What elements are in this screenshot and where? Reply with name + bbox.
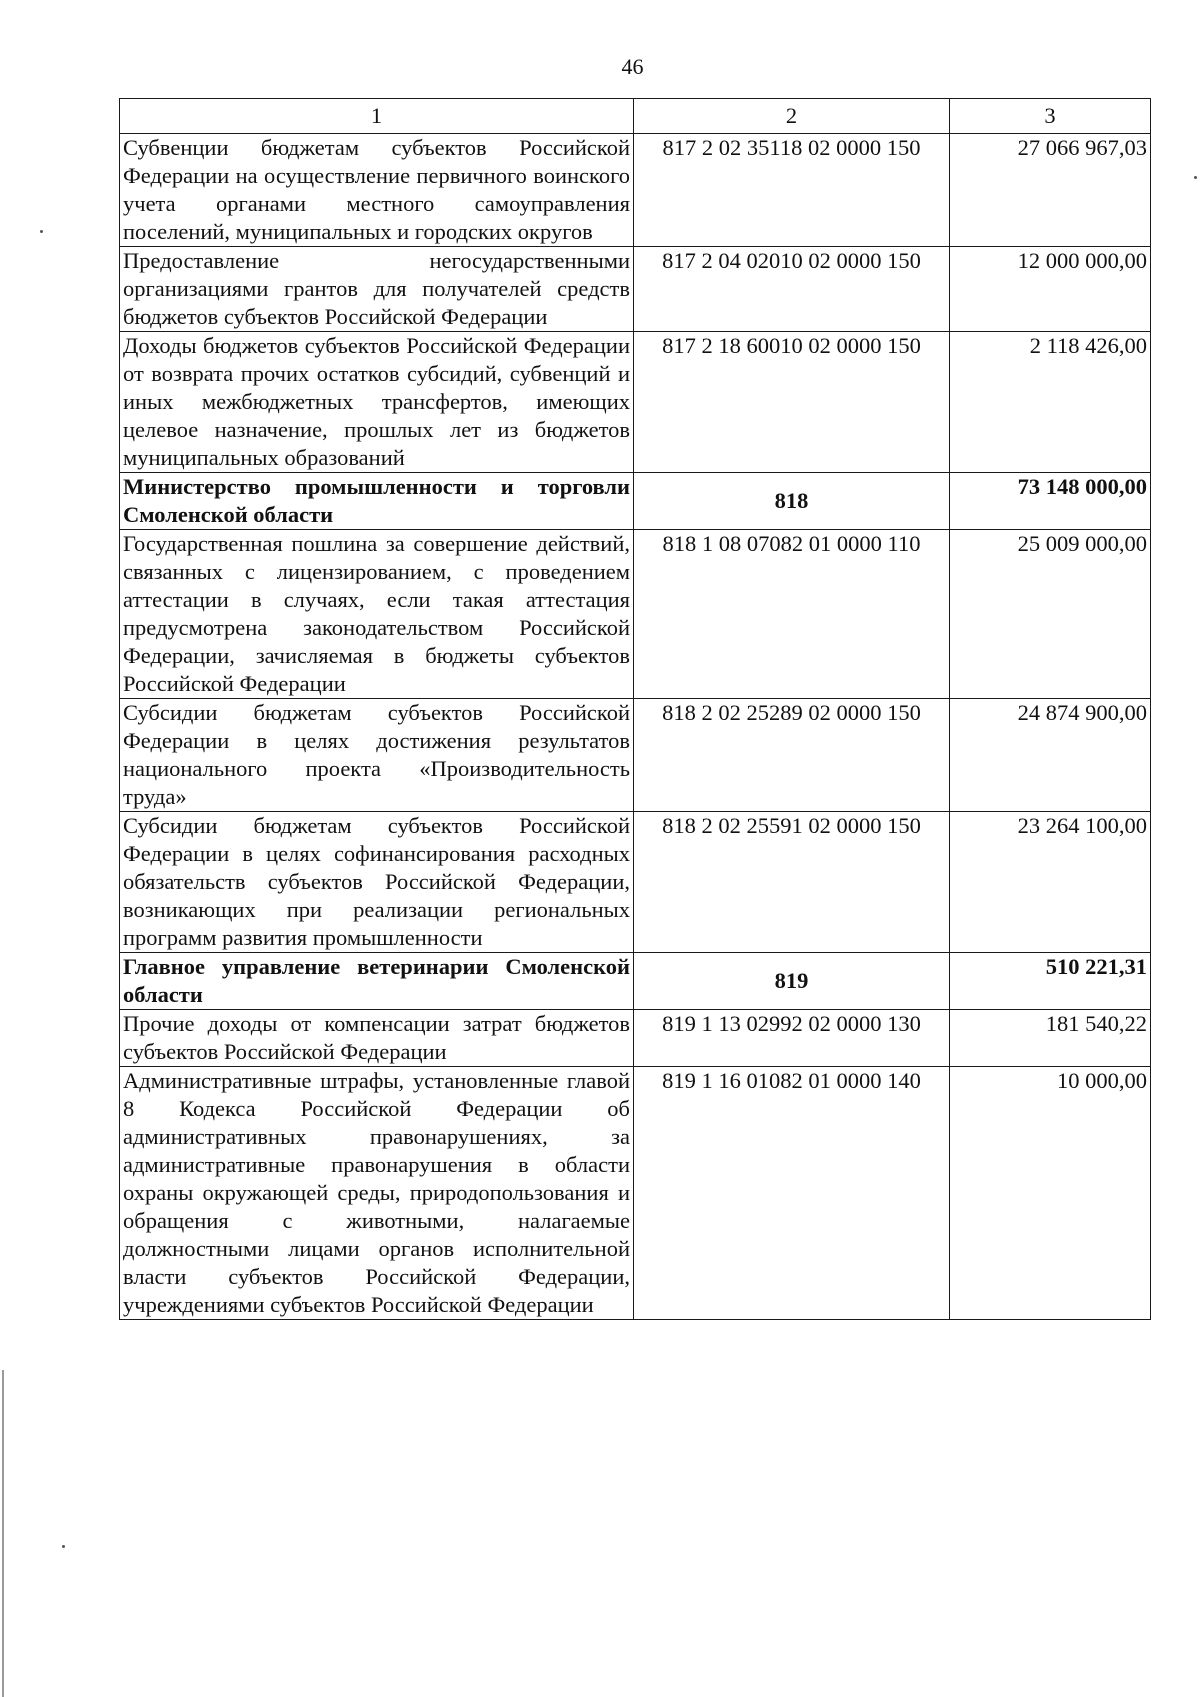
- table-row: [120, 1010, 1151, 1067]
- revenue-code: 818 1 08 07082 01 0000 110: [634, 530, 950, 699]
- revenue-amount: 25 009 000,00: [950, 530, 1151, 699]
- revenue-amount: 181 540,22: [950, 1010, 1151, 1067]
- revenue-amount: 27 066 967,03: [950, 134, 1151, 247]
- table-row: [120, 332, 1151, 473]
- revenue-name: Прочие доходы от компенсации затрат бюджетов субъектов Российской Федерации: [120, 1010, 634, 1067]
- table-group-row: [120, 953, 1151, 1010]
- table-row: [120, 1067, 1151, 1320]
- table-row: [120, 247, 1151, 332]
- administrator-code: 819: [634, 953, 950, 1010]
- table-row: [120, 134, 1151, 247]
- revenue-name: Субсидии бюджетам субъектов Российской Федерации в целях достижения результатов национального проекта «Производительность труда»: [120, 699, 634, 812]
- column-header-amount: 3: [950, 99, 1151, 134]
- revenue-amount: 12 000 000,00: [950, 247, 1151, 332]
- scan-speck: [40, 230, 43, 233]
- table-row: [120, 812, 1151, 953]
- revenue-name: Административные штрафы, установленные главой 8 Кодекса Российской Федерации об административных правонарушениях, за административные правонарушения в области охраны окружающей среды, природопользования и обращения с животными, налагаемые должностными лицами органов исполнительной власти субъектов Российской Федерации, учреждениями субъектов Российской Федерации: [120, 1067, 634, 1320]
- revenue-code: 817 2 04 02010 02 0000 150: [634, 247, 950, 332]
- revenue-name: Субсидии бюджетам субъектов Российской Федерации в целях софинансирования расходных обязательств субъектов Российской Федерации, возникающих при реализации региональных программ развития промышленности: [120, 812, 634, 953]
- revenue-name: Доходы бюджетов субъектов Российской Федерации от возврата прочих остатков субсидий, субвенций и иных межбюджетных трансфертов, имеющих целевое назначение, прошлых лет из бюджетов муниципальных образований: [120, 332, 634, 473]
- page-number: 46: [621, 54, 644, 79]
- administrator-name: Главное управление ветеринарии Смоленской области: [120, 953, 634, 1010]
- revenue-code: 818 2 02 25591 02 0000 150: [634, 812, 950, 953]
- table-row: [120, 530, 1151, 699]
- revenue-amount: 23 264 100,00: [950, 812, 1151, 953]
- revenue-amount: 24 874 900,00: [950, 699, 1151, 812]
- scan-edge-line: [2, 1370, 4, 1697]
- table-header-row: [120, 99, 1151, 134]
- revenue-amount: 2 118 426,00: [950, 332, 1151, 473]
- revenue-name: Государственная пошлина за совершение действий, связанных с лицензированием, с проведением аттестации в случаях, если такая аттестация предусмотрена законодательством Российской Федерации, зачисляемая в бюджеты субъектов Российской Федерации: [120, 530, 634, 699]
- administrator-code: 818: [634, 473, 950, 530]
- administrator-total: 73 148 000,00: [950, 473, 1151, 530]
- column-header-code: 2: [634, 99, 950, 134]
- column-header-name: 1: [120, 99, 634, 134]
- scan-speck: [1194, 176, 1197, 179]
- revenue-code: 817 2 18 60010 02 0000 150: [634, 332, 950, 473]
- revenue-name: Предоставление негосударственными организациями грантов для получателей средств бюджетов субъектов Российской Федерации: [120, 247, 634, 332]
- revenue-code: 818 2 02 25289 02 0000 150: [634, 699, 950, 812]
- table-group-row: [120, 473, 1151, 530]
- revenue-code: 819 1 13 02992 02 0000 130: [634, 1010, 950, 1067]
- revenue-amount: 10 000,00: [950, 1067, 1151, 1320]
- administrator-name: Министерство промышленности и торговли Смоленской области: [120, 473, 634, 530]
- scan-speck: [62, 1545, 65, 1548]
- table-row: [120, 699, 1151, 812]
- revenue-code: 817 2 02 35118 02 0000 150: [634, 134, 950, 247]
- revenue-code: 819 1 16 01082 01 0000 140: [634, 1067, 950, 1320]
- revenue-table: [119, 98, 1151, 1320]
- revenue-name: Субвенции бюджетам субъектов Российской Федерации на осуществление первичного воинского учета органами местного самоуправления поселений, муниципальных и городских округов: [120, 134, 634, 247]
- table-body: [120, 134, 1151, 1320]
- administrator-total: 510 221,31: [950, 953, 1151, 1010]
